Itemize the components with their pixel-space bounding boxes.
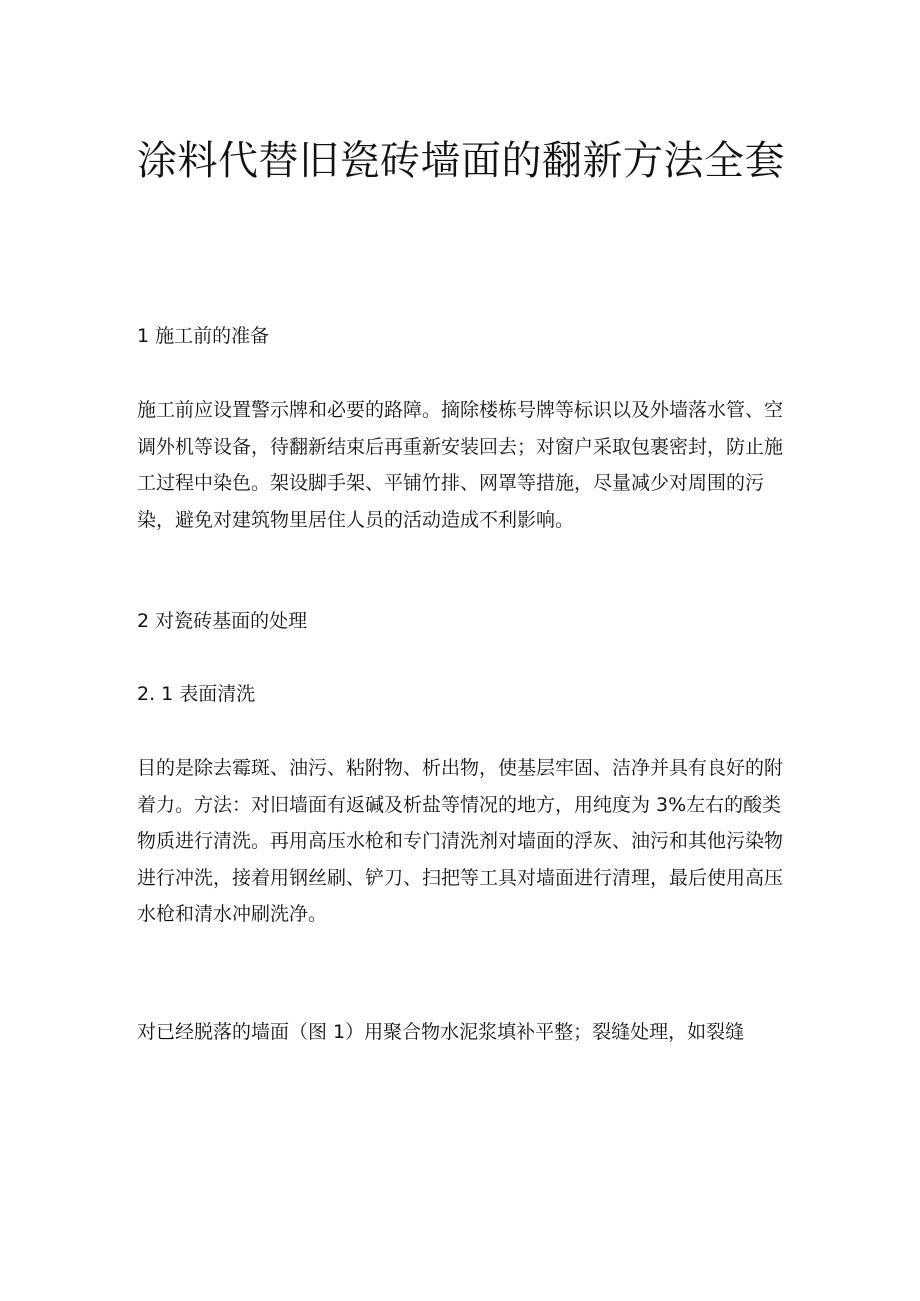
section-heading-tile-treatment: 2 对瓷砖基面的处理: [137, 610, 308, 632]
paragraph-repair: 对已经脱落的墙面（图 1）用聚合物水泥浆填补平整；裂缝处理，如裂缝: [137, 1021, 745, 1043]
section-heading-surface-cleaning: 2. 1 表面清洗: [137, 683, 256, 705]
paragraph-preparation: 施工前应设置警示牌和必要的路障。摘除楼栋号牌等标识以及外墙落水管、空调外机等设备，待翻新结束后再重新安装回去；对窗户采取包裹密封，防止施工过程中染色。架设脚手架、平铺竹排、网罩等措施，尽量减少对周围的污染，避免对建筑物里居住人员的活动造成不利影响。: [137, 399, 784, 531]
section-heading-preparation: 1 施工前的准备: [137, 325, 270, 347]
document-title: 涂料代替旧瓷砖墙面的翻新方法全套: [137, 138, 785, 184]
paragraph-surface-cleaning: 目的是除去霉斑、油污、粘附物、析出物，使基层牢固、洁净并具有良好的附着力。方法：对旧墙面有返碱及析盐等情况的地方，用纯度为 3%左右的酸类物质进行清洗。再用高压水枪和专门清洗剂对墙面的浮灰、油污和其他污染物进行冲洗，接着用钢丝刷、铲刀、扫把等工具对墙面进行清理，最后使用高压水枪和清水冲刷洗净。: [137, 757, 784, 925]
